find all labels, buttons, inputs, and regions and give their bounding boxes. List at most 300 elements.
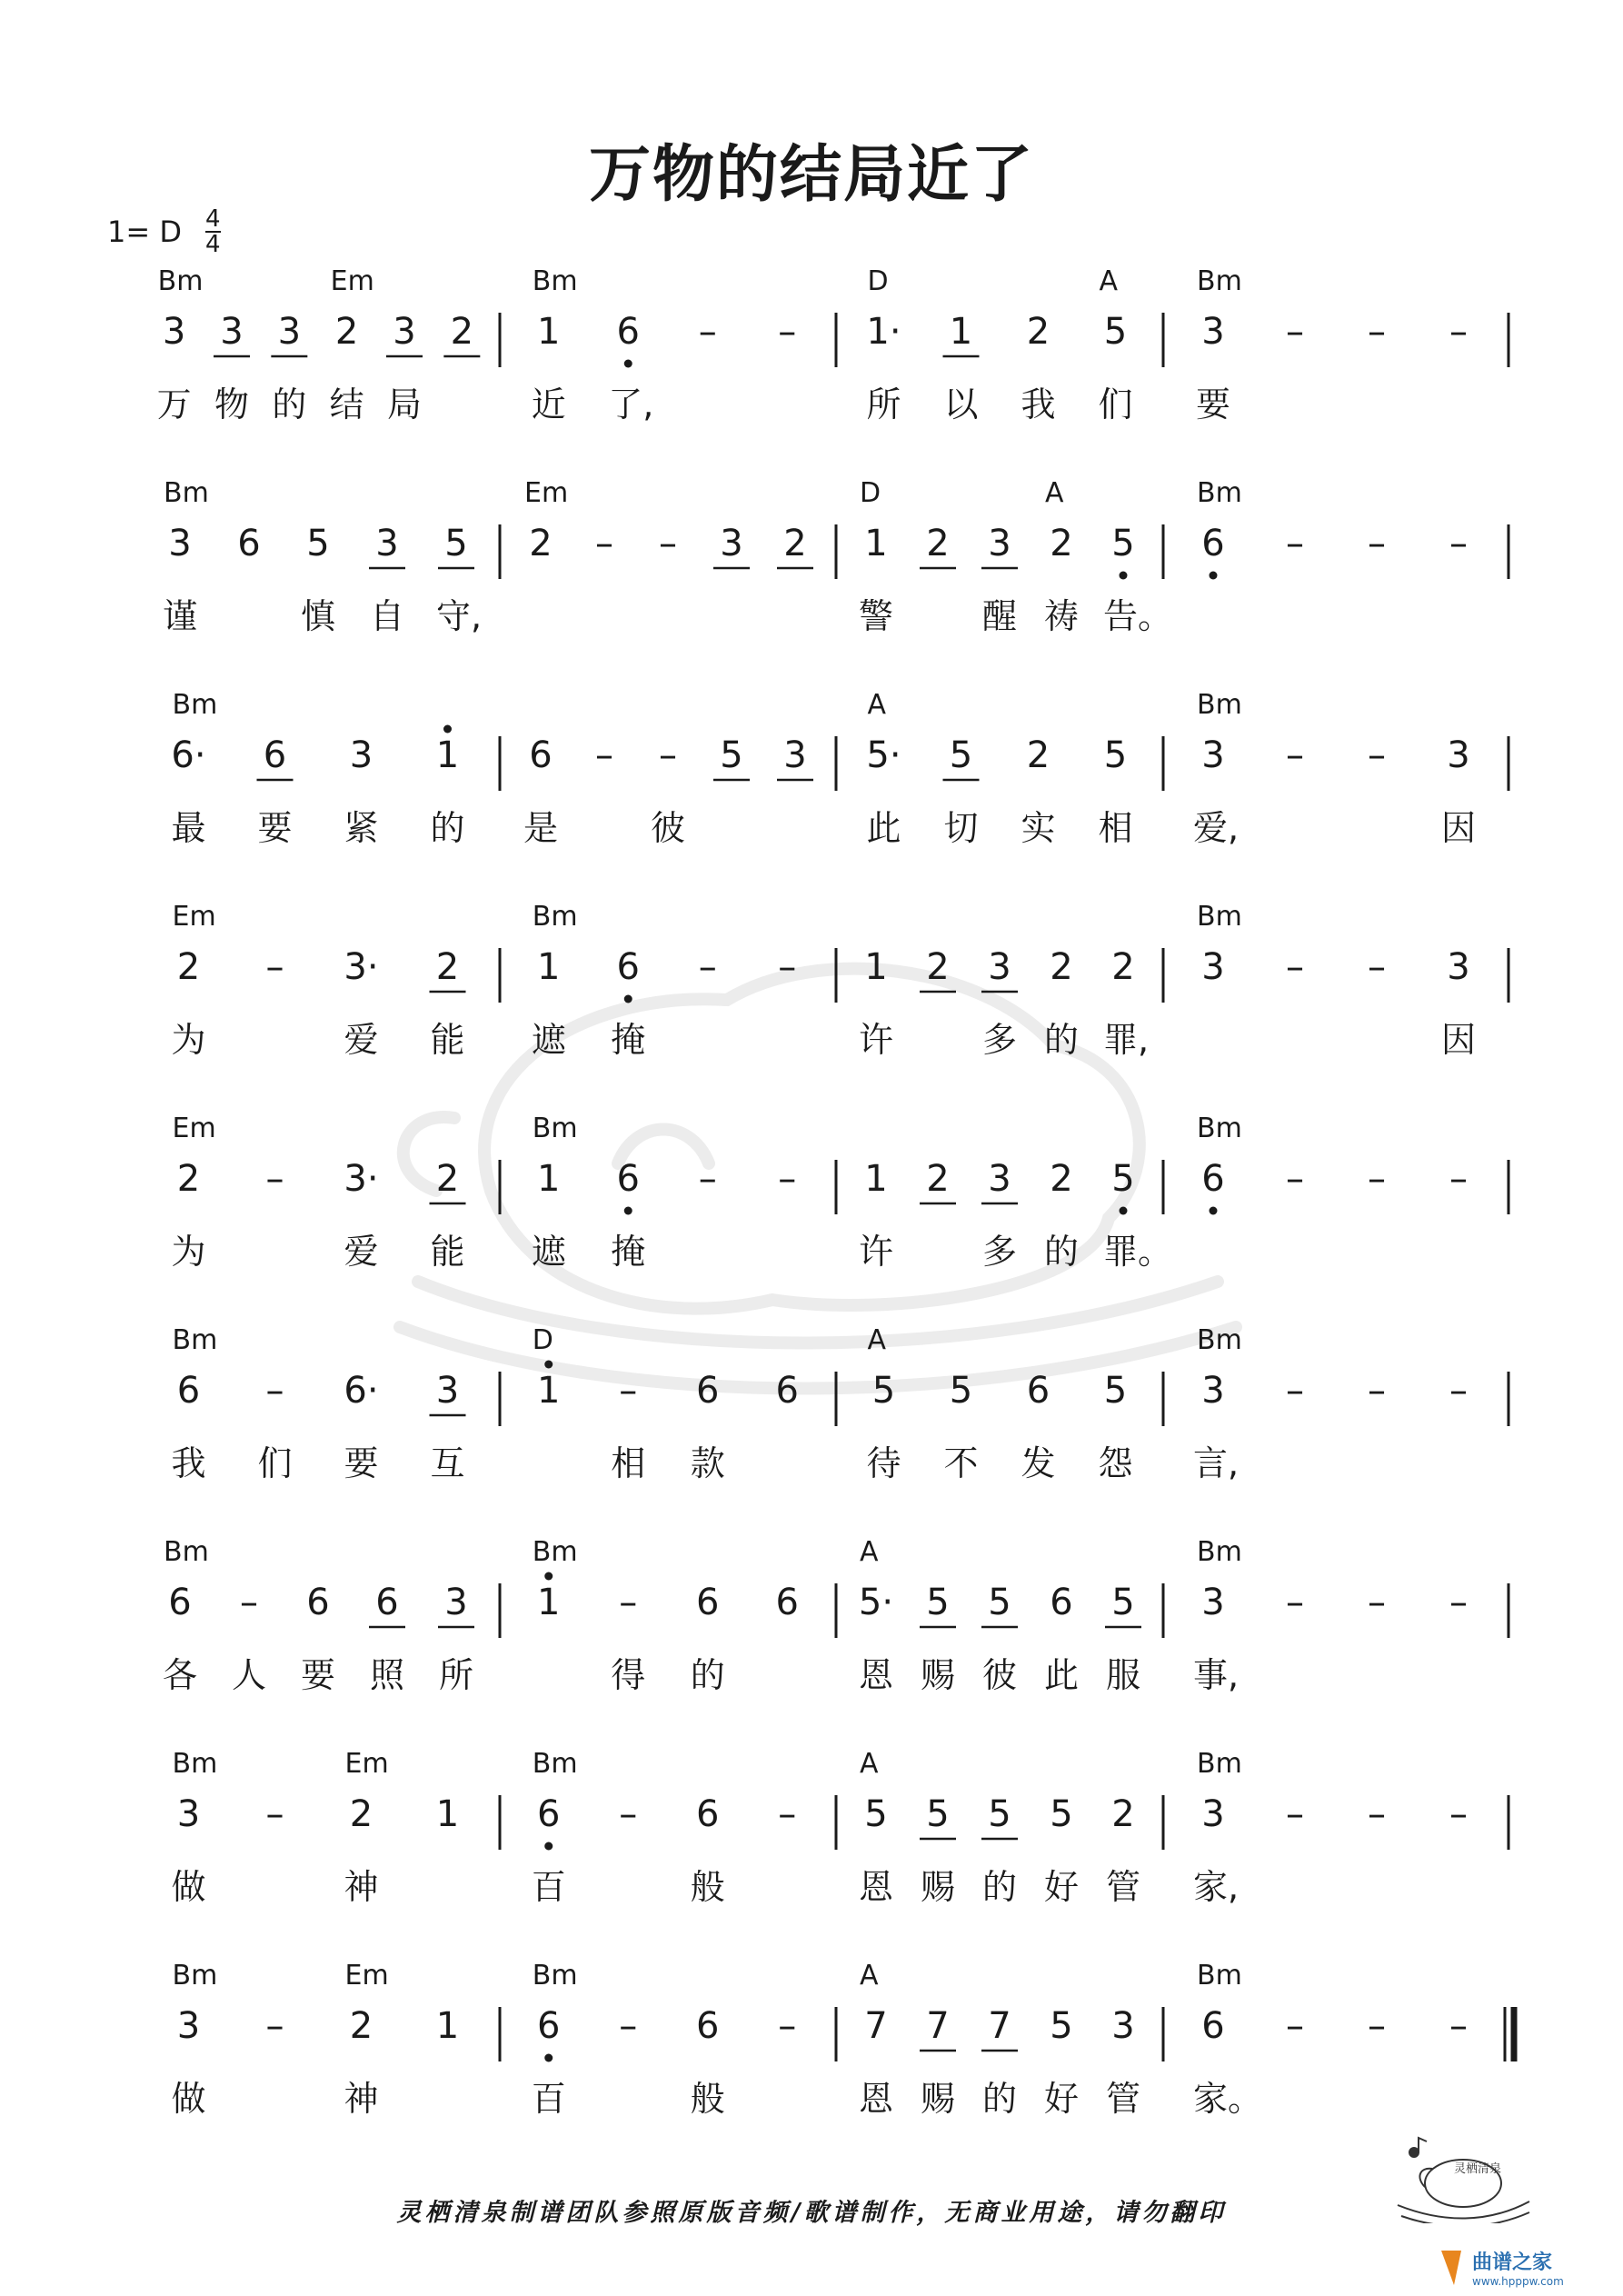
dash-extender: – xyxy=(1286,523,1304,564)
lyric-char: 此 xyxy=(1043,1655,1079,1695)
octave-dot xyxy=(544,2054,553,2062)
note-numeral: 3 xyxy=(1201,1582,1225,1623)
dash-extender: – xyxy=(1449,1582,1468,1623)
note-numeral: 5 xyxy=(949,734,973,776)
note-numeral: 2 xyxy=(926,1158,950,1200)
key-label: 1= D xyxy=(107,215,182,249)
lyric-char: 发 xyxy=(1021,1443,1056,1483)
note-numeral: 6 xyxy=(1201,2005,1225,2047)
chord-symbol: D xyxy=(867,265,889,297)
lyric-char: 爱, xyxy=(1193,808,1240,848)
lyric-char: 事, xyxy=(1193,1655,1240,1695)
dash-extender: – xyxy=(659,734,677,776)
dash-extender: – xyxy=(265,1158,284,1200)
note-numeral: 6· xyxy=(344,1370,379,1412)
lyric-char: 是 xyxy=(523,808,558,848)
lyric-char: 彼 xyxy=(650,808,685,848)
lyric-char: 要 xyxy=(344,1443,379,1483)
chord-symbol: A xyxy=(860,1748,879,1780)
octave-dot xyxy=(1210,1207,1218,1215)
note-numeral: 3 xyxy=(176,1793,201,1835)
lyric-char: 罪, xyxy=(1103,1020,1150,1060)
lyric-char: 守, xyxy=(436,596,483,636)
note-numeral: 5 xyxy=(1050,1793,1073,1835)
dash-extender: – xyxy=(619,2005,638,2047)
dash-extender: – xyxy=(1368,1158,1386,1200)
dash-extender: – xyxy=(265,1793,284,1835)
lyric-char: 好 xyxy=(1043,2079,1079,2119)
dash-extender: – xyxy=(265,1370,284,1412)
note-numeral: 1 xyxy=(537,311,561,353)
note-numeral: 6 xyxy=(696,1793,720,1835)
lyric-char: 家, xyxy=(1193,1867,1240,1907)
note-numeral: 7 xyxy=(988,2005,1011,2047)
note-numeral: 5 xyxy=(720,734,743,776)
note-numeral: 6 xyxy=(1050,1582,1073,1623)
chord-symbol: Bm xyxy=(1197,1113,1242,1144)
note-numeral: 2 xyxy=(529,523,553,564)
lyric-char: 互 xyxy=(430,1443,465,1483)
dash-extender: – xyxy=(778,311,797,353)
note-numeral: 5 xyxy=(988,1793,1011,1835)
site-url: www.hpppw.com xyxy=(1472,2275,1564,2288)
lyric-char: 管 xyxy=(1105,1867,1140,1907)
lyric-char: 要 xyxy=(300,1655,335,1695)
dash-extender: – xyxy=(1286,1370,1304,1412)
lyric-char: 醒 xyxy=(981,596,1017,636)
note-numeral: 2 xyxy=(1050,946,1073,988)
lyric-char: 家。 xyxy=(1193,2079,1263,2119)
dash-extender: – xyxy=(619,1582,638,1623)
dash-extender: – xyxy=(659,523,677,564)
octave-dot xyxy=(544,1842,553,1851)
lyric-char: 照 xyxy=(369,1655,404,1695)
note-numeral: 6 xyxy=(696,1582,720,1623)
dash-extender: – xyxy=(1368,1793,1386,1835)
note-numeral: 3 xyxy=(1201,311,1225,353)
note-numeral: 2 xyxy=(926,523,950,564)
note-numeral: 3 xyxy=(435,1370,460,1412)
note-numeral: 6 xyxy=(616,311,640,353)
logo-mark-icon xyxy=(1441,2251,1461,2285)
chord-symbol: Bm xyxy=(1197,1324,1242,1356)
lyric-char: 的 xyxy=(1043,1020,1079,1060)
song-title: 万物的结局近了 xyxy=(588,139,1034,211)
chord-symbol: Bm xyxy=(1197,689,1242,721)
lyric-char: 彼 xyxy=(981,1655,1017,1695)
dash-extender: – xyxy=(778,946,797,988)
note-numeral: 5 xyxy=(988,1582,1011,1623)
lyric-char: 赐 xyxy=(920,1655,955,1695)
lyric-char: 掩 xyxy=(611,1020,646,1060)
octave-dot xyxy=(544,1572,553,1581)
note-numeral: 6 xyxy=(168,1582,192,1623)
chord-symbol: D xyxy=(532,1324,553,1356)
lyric-char: 怨 xyxy=(1098,1443,1133,1483)
note-numeral: 5 xyxy=(864,1793,888,1835)
note-numeral: 5 xyxy=(1103,734,1128,776)
note-numeral: 6 xyxy=(696,1370,720,1412)
note-numeral: 1 xyxy=(864,1158,888,1200)
lyric-char: 以 xyxy=(943,384,979,424)
dash-extender: – xyxy=(619,1793,638,1835)
note-numeral: 3 xyxy=(375,523,399,564)
lyric-char: 相 xyxy=(1098,808,1133,848)
lyric-char: 的 xyxy=(272,384,307,424)
lyric-char: 的 xyxy=(981,2079,1017,2119)
dash-extender: – xyxy=(778,1793,797,1835)
note-numeral: 2 xyxy=(783,523,807,564)
note-numeral: 1 xyxy=(537,1370,561,1412)
dash-extender: – xyxy=(698,311,717,353)
note-numeral: 6 xyxy=(616,1158,640,1200)
note-numeral: 2 xyxy=(1026,311,1050,353)
note-numeral: 1 xyxy=(435,1793,460,1835)
lyric-char: 般 xyxy=(690,1867,725,1907)
note-numeral: 5 xyxy=(871,1370,896,1412)
dash-extender: – xyxy=(265,2005,284,2047)
note-numeral: 3 xyxy=(220,311,244,353)
lyric-char: 最 xyxy=(171,808,206,848)
note-numeral: 6 xyxy=(306,1582,330,1623)
lyric-char: 紧 xyxy=(344,808,379,848)
note-numeral: 5 xyxy=(1050,2005,1073,2047)
lyric-char: 爱 xyxy=(344,1232,379,1272)
chord-symbol: Em xyxy=(172,901,216,933)
dash-extender: – xyxy=(778,2005,797,2047)
chord-symbol: Em xyxy=(344,1960,389,1992)
note-numeral: 3 xyxy=(349,734,373,776)
note-numeral: 6 xyxy=(616,946,640,988)
note-numeral: 3 xyxy=(1201,1793,1225,1835)
note-numeral: 3· xyxy=(344,1158,379,1200)
note-numeral: 2 xyxy=(349,2005,373,2047)
note-numeral: 1 xyxy=(537,946,561,988)
note-numeral: 6 xyxy=(775,1582,799,1623)
note-numeral: 5 xyxy=(1111,1158,1135,1200)
lyric-char: 近 xyxy=(531,384,566,424)
dash-extender: – xyxy=(1449,2005,1468,2047)
note-numeral: 2 xyxy=(435,1158,460,1200)
note-numeral: 2 xyxy=(1026,734,1050,776)
note-numeral: 7 xyxy=(926,2005,950,2047)
chord-symbol: A xyxy=(867,1324,887,1356)
chord-symbol: Bm xyxy=(532,901,578,933)
lyric-char: 的 xyxy=(430,808,465,848)
lyric-char: 管 xyxy=(1105,2079,1140,2119)
note-numeral: 1 xyxy=(864,946,888,988)
lyric-char: 能 xyxy=(430,1232,465,1272)
note-numeral: 5· xyxy=(858,1582,894,1623)
lyric-char: 此 xyxy=(866,808,901,848)
dash-extender: – xyxy=(1368,2005,1386,2047)
dash-extender: – xyxy=(240,1582,258,1623)
lyric-char: 物 xyxy=(214,384,249,424)
time-beats: 4 xyxy=(204,205,221,233)
chord-symbol: Bm xyxy=(1197,1960,1242,1992)
note-numeral: 5 xyxy=(1111,523,1135,564)
octave-dot xyxy=(1210,572,1218,580)
lyric-char: 谨 xyxy=(162,596,197,636)
note-numeral: 1 xyxy=(537,1582,561,1623)
lyric-char: 遮 xyxy=(531,1232,566,1272)
note-numeral: 6 xyxy=(537,2005,561,2047)
note-numeral: 2 xyxy=(1050,523,1073,564)
note-numeral: 3 xyxy=(168,523,192,564)
dash-extender: – xyxy=(1449,311,1468,353)
lyric-char: 服 xyxy=(1105,1655,1140,1695)
note-numeral: 3 xyxy=(162,311,186,353)
dash-extender: – xyxy=(1368,1370,1386,1412)
note-numeral: 2 xyxy=(1111,946,1135,988)
chord-symbol: A xyxy=(860,1536,879,1568)
note-numeral: 2 xyxy=(435,946,460,988)
dash-extender: – xyxy=(698,1158,717,1200)
note-numeral: 6 xyxy=(1201,523,1225,564)
lyric-char: 实 xyxy=(1021,808,1056,848)
chord-symbol: A xyxy=(867,689,887,721)
dash-extender: – xyxy=(1286,1158,1304,1200)
chord-symbol: Bm xyxy=(532,1960,578,1992)
lyric-char: 神 xyxy=(344,2079,379,2119)
lyric-char: 为 xyxy=(171,1020,206,1060)
lyric-char: 恩 xyxy=(858,2079,893,2119)
note-numeral: 1 xyxy=(537,1158,561,1200)
dash-extender: – xyxy=(1368,734,1386,776)
dash-extender: – xyxy=(595,523,613,564)
lyric-char: 爱 xyxy=(344,1020,379,1060)
chord-symbol: Em xyxy=(172,1113,216,1144)
note-numeral: 1 xyxy=(435,2005,460,2047)
note-numeral: 6 xyxy=(696,2005,720,2047)
lyric-char: 赐 xyxy=(920,1867,955,1907)
note-numeral: 3 xyxy=(988,1158,1011,1200)
note-numeral: 6 xyxy=(263,734,287,776)
note-numeral: 3 xyxy=(444,1582,468,1623)
chord-symbol: Bm xyxy=(164,1536,209,1568)
lyric-char: 赐 xyxy=(920,2079,955,2119)
note-numeral: 3 xyxy=(1447,946,1470,988)
dash-extender: – xyxy=(1286,734,1304,776)
lyric-char: 要 xyxy=(1195,384,1230,424)
chord-symbol: Bm xyxy=(532,1113,578,1144)
note-numeral: 1 xyxy=(435,734,460,776)
chord-symbol: Em xyxy=(344,1748,389,1780)
lyric-char: 多 xyxy=(981,1232,1017,1272)
lyric-char: 的 xyxy=(981,1867,1017,1907)
lyric-char: 的 xyxy=(690,1655,725,1695)
note-numeral: 2 xyxy=(176,946,201,988)
lyric-char: 不 xyxy=(943,1443,979,1483)
note-numeral: 5 xyxy=(1111,1582,1135,1623)
lyric-char: 切 xyxy=(943,808,979,848)
note-numeral: 6 xyxy=(529,734,553,776)
chord-symbol: Bm xyxy=(172,689,218,721)
chord-symbol: Em xyxy=(330,265,374,297)
note-numeral: 3 xyxy=(1447,734,1470,776)
chord-symbol: A xyxy=(860,1960,879,1992)
lyric-char: 许 xyxy=(858,1232,893,1272)
chord-symbol: Em xyxy=(524,477,569,509)
chord-symbol: Bm xyxy=(1197,1536,1242,1568)
lyric-char: 人 xyxy=(231,1655,266,1695)
lyric-char: 多 xyxy=(981,1020,1017,1060)
lyric-char: 罪。 xyxy=(1103,1232,1173,1272)
chord-symbol: Bm xyxy=(532,265,578,297)
note-numeral: 5 xyxy=(926,1582,950,1623)
dash-extender: – xyxy=(698,946,717,988)
octave-dot xyxy=(1120,572,1128,580)
chord-symbol: Bm xyxy=(1197,265,1242,297)
lyric-char: 相 xyxy=(611,1443,646,1483)
lyric-char: 因 xyxy=(1440,1020,1476,1060)
note-numeral: 5 xyxy=(1103,311,1128,353)
note-numeral: 3 xyxy=(1201,1370,1225,1412)
time-unit: 4 xyxy=(204,231,221,258)
note-numeral: 5 xyxy=(306,523,330,564)
chord-symbol: Bm xyxy=(172,1748,218,1780)
lyric-char: 自 xyxy=(369,596,404,636)
lyric-char: 所 xyxy=(438,1655,473,1695)
note-numeral: 6 xyxy=(375,1582,399,1623)
lyric-char: 恩 xyxy=(858,1655,893,1695)
octave-dot xyxy=(624,1207,632,1215)
chord-symbol: Bm xyxy=(1197,1748,1242,1780)
note-numeral: 3 xyxy=(988,523,1011,564)
dash-extender: – xyxy=(1449,523,1468,564)
dash-extender: – xyxy=(1286,1793,1304,1835)
lyric-char: 为 xyxy=(171,1232,206,1272)
dash-extender: – xyxy=(1368,523,1386,564)
lyric-char: 的 xyxy=(1043,1232,1079,1272)
dash-extender: – xyxy=(1449,1158,1468,1200)
note-numeral: 3 xyxy=(1201,946,1225,988)
lyric-char: 告。 xyxy=(1103,596,1173,636)
lyric-char: 得 xyxy=(611,1655,646,1695)
note-numeral: 1· xyxy=(866,311,901,353)
note-numeral: 5· xyxy=(866,734,901,776)
lyric-char: 能 xyxy=(430,1020,465,1060)
octave-dot xyxy=(544,1361,553,1369)
lyric-char: 做 xyxy=(171,2079,206,2119)
note-numeral: 3 xyxy=(988,946,1011,988)
dash-extender: – xyxy=(1286,946,1304,988)
dash-extender: – xyxy=(595,734,613,776)
lyric-char: 们 xyxy=(257,1443,293,1483)
dash-extender: – xyxy=(1368,311,1386,353)
lyric-char: 遮 xyxy=(531,1020,566,1060)
lyric-char: 神 xyxy=(344,1867,379,1907)
lyric-char: 各 xyxy=(162,1655,197,1695)
note-numeral: 2 xyxy=(1050,1158,1073,1200)
lyric-char: 我 xyxy=(171,1443,206,1483)
chord-symbol: Bm xyxy=(532,1536,578,1568)
lyric-char: 我 xyxy=(1021,384,1056,424)
note-numeral: 3 xyxy=(720,523,743,564)
note-numeral: 6· xyxy=(171,734,206,776)
octave-dot xyxy=(624,995,632,1003)
note-numeral: 6 xyxy=(1201,1158,1225,1200)
lyric-char: 百 xyxy=(531,1867,566,1907)
chord-symbol: Bm xyxy=(164,477,209,509)
note-numeral: 6 xyxy=(775,1370,799,1412)
chord-symbol: Bm xyxy=(532,1748,578,1780)
note-numeral: 3 xyxy=(176,2005,201,2047)
sheep-stamp-icon xyxy=(1389,2132,1534,2223)
note-numeral: 2 xyxy=(926,946,950,988)
note-numeral: 5 xyxy=(926,1793,950,1835)
dash-extender: – xyxy=(778,1158,797,1200)
dash-extender: – xyxy=(1368,1582,1386,1623)
lyric-char: 要 xyxy=(257,808,293,848)
chord-symbol: A xyxy=(1045,477,1064,509)
lyric-char: 好 xyxy=(1043,1867,1079,1907)
note-numeral: 2 xyxy=(176,1158,201,1200)
lyric-char: 局 xyxy=(386,384,422,424)
note-numeral: 6 xyxy=(237,523,261,564)
dash-extender: – xyxy=(1449,1370,1468,1412)
note-numeral: 1 xyxy=(949,311,973,353)
lyric-char: 款 xyxy=(690,1443,725,1483)
octave-dot xyxy=(624,360,632,368)
lyric-char: 万 xyxy=(156,384,192,424)
note-numeral: 3· xyxy=(344,946,379,988)
lyric-char: 所 xyxy=(866,384,901,424)
chord-symbol: Bm xyxy=(1197,901,1242,933)
lyric-char: 恩 xyxy=(858,1867,893,1907)
note-numeral: 5 xyxy=(1103,1370,1128,1412)
note-numeral: 2 xyxy=(334,311,359,353)
chord-symbol: Bm xyxy=(172,1324,218,1356)
lyric-char: 因 xyxy=(1440,808,1476,848)
chord-symbol: Bm xyxy=(172,1960,218,1992)
octave-dot xyxy=(1120,1207,1128,1215)
chord-symbol: D xyxy=(860,477,881,509)
note-numeral: 2 xyxy=(349,1793,373,1835)
note-numeral: 3 xyxy=(783,734,807,776)
octave-dot xyxy=(443,725,452,734)
lyric-char: 待 xyxy=(866,1443,901,1483)
lyric-char: 慎 xyxy=(300,596,335,636)
note-numeral: 6 xyxy=(537,1793,561,1835)
note-numeral: 3 xyxy=(277,311,302,353)
note-numeral: 3 xyxy=(1111,2005,1135,2047)
site-name: 曲谱之家 xyxy=(1472,2251,1553,2274)
lyric-char: 掩 xyxy=(611,1232,646,1272)
note-numeral: 2 xyxy=(450,311,474,353)
note-numeral: 1 xyxy=(864,523,888,564)
note-numeral: 5 xyxy=(949,1370,973,1412)
stamp-text: 灵栖清泉 xyxy=(1454,2162,1502,2176)
dash-extender: – xyxy=(1286,311,1304,353)
lyric-char: 警 xyxy=(858,596,893,636)
chord-symbol: Bm xyxy=(1197,477,1242,509)
note-numeral: 5 xyxy=(444,523,468,564)
note-numeral: 2 xyxy=(1111,1793,1135,1835)
dash-extender: – xyxy=(619,1370,638,1412)
lyric-char: 了, xyxy=(608,384,654,424)
lyric-char: 结 xyxy=(329,384,364,424)
dash-extender: – xyxy=(265,946,284,988)
dash-extender: – xyxy=(1449,1793,1468,1835)
lyric-char: 百 xyxy=(531,2079,566,2119)
chord-symbol: Bm xyxy=(157,265,204,297)
chord-symbol: A xyxy=(1099,265,1119,297)
site-logo[interactable] xyxy=(1434,2245,1616,2291)
note-numeral: 3 xyxy=(393,311,416,353)
note-numeral: 7 xyxy=(864,2005,888,2047)
note-numeral: 6 xyxy=(176,1370,201,1412)
